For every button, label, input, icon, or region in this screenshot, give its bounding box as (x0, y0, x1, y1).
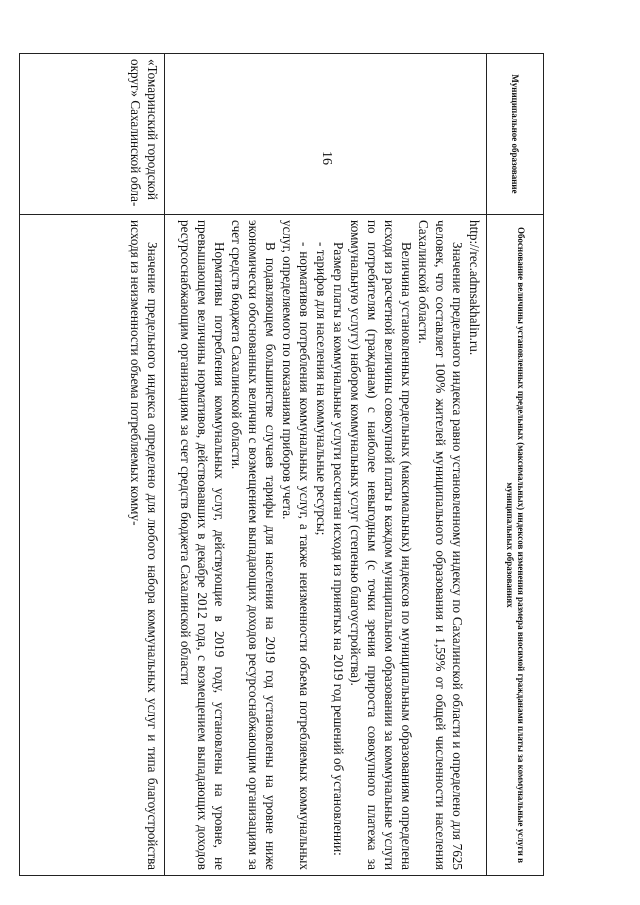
table-row (20, 54, 165, 876)
municipality-cell (165, 54, 487, 215)
rotated-table-wrapper (24, 53, 544, 870)
header-justification: Обоснование величины установленных предельных (максимальных) индексов изменения размера вносимой гражданами платы за коммунальные услуги в муниципальных образованиях (487, 215, 544, 876)
justification-cell (20, 215, 165, 876)
table-header-row (487, 54, 544, 876)
page-number: 16 (319, 151, 334, 165)
paragraph: Значение предельного индекса определено для любого набора коммунальных услуг и типа благоустройства исходя из неизменности объема потребляемых комму- (128, 220, 160, 870)
paragraph: - тарифов для населения на коммунальные ресурсы; (314, 242, 329, 536)
table-row (165, 54, 487, 876)
source-link: http://rec.admsakhalin.ru. (467, 220, 482, 356)
justification-table (19, 53, 544, 876)
header-municipality: Муниципальное образование (487, 54, 544, 215)
paragraph: Размер платы за коммунальные услуги рассчитан исходя из принятых на 2019 год решений об установлении: (331, 242, 346, 856)
municipality-cell: «Томаринский городской округ» Сахалинской обла- (20, 54, 165, 215)
paragraph: - нормативов потребления коммунальных услуг, а также неизменности объема потребляемых коммунальных услуг, определяемого по показаниям приборов учета. (280, 220, 312, 870)
justification-cell (165, 215, 487, 876)
paragraph: В подавляющем большинстве случаев тарифы для населения на 2019 год установлены на уровне ниже экономически обоснованных величин с возмещением выпадающих доходов ресурсоснабжающим организациям за счет средств бюджета Сахалинской области. (229, 220, 278, 870)
paragraph: Значение предельного индекса равно установленному индексу по Сахалинской области и определено для 7625 человек, что составляет 100% жителей муниципального образования и 1,59% от общей численности населения Сахалинской области. (416, 220, 465, 870)
paragraph: Нормативы потребления коммунальных услуг, действующие в 2019 году, установлены на уровне, не превышающем величины нормативов, действовавших в декабре 2012 года, с возмещением выпадающих доходов ресурсоснабжающим организациям за счет средств бюджета Сахалинской области (178, 220, 227, 870)
paragraph: Величина установленных предельных (максимальных) индексов по муниципальным образованиям определена исходя из расчетной величины совокупной платы в каждом муниципальном образовании за коммунальные услуги по потребителям (гражданам) с наиболее невыгодным (с точки зрения прироста совокупного платежа за коммунальную услугу) набором коммунальных услуг (степенью благоустройства). (348, 220, 414, 870)
